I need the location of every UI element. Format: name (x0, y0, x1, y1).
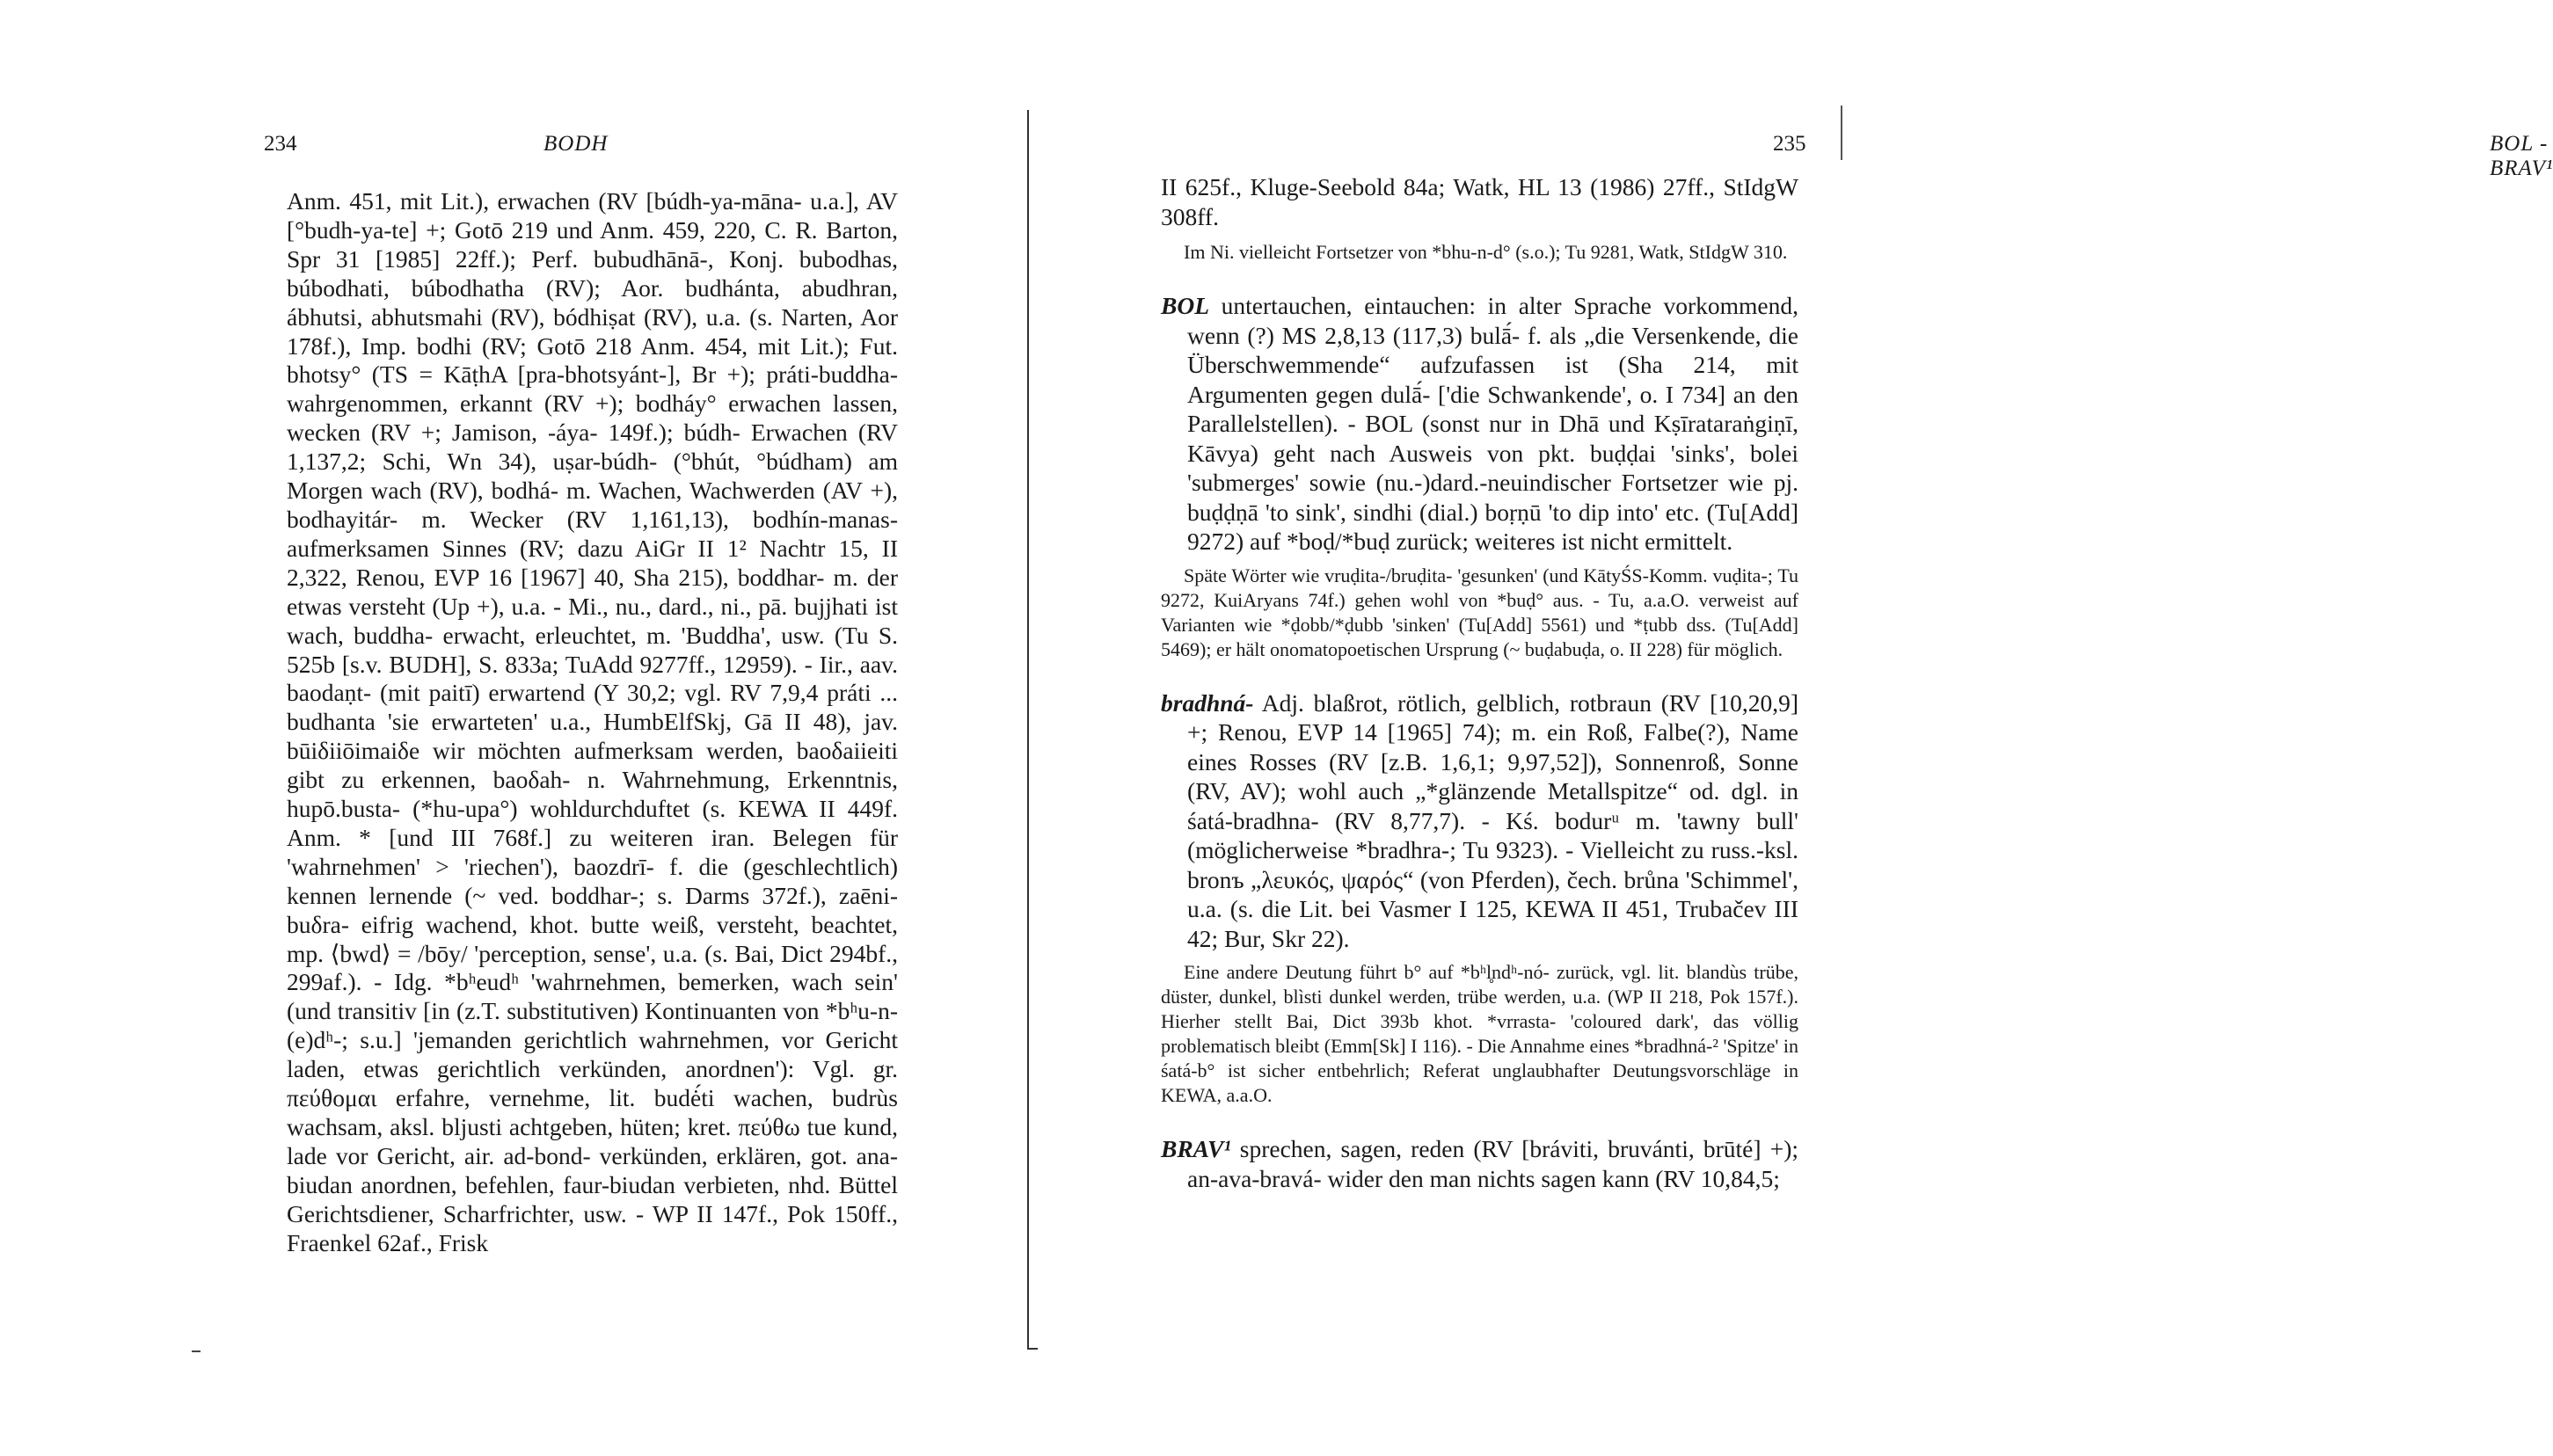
entry-body (287, 187, 898, 1258)
continuation-text: II 625f., Kluge-Seebold 84a; Watk, HL 13 (1986) 27ff., StIdgW 308ff. (1161, 173, 1798, 230)
entry-text: untertauchen, eintauchen: in alter Sprache vorkommend, wenn (?) MS 2,8,13 (117,3) bulā́- f. als „die Versenkende, die Überschwemmende“ aufzufassen ist (Sha 214, mit Argumenten gegen dulā́- ['die Schwankende', o. I 734] an den Parallelstellen). - BOL (sonst nur in Dhā und Kṣīrataraṅgiṇī, Kāvya) geht nach Ausweis von pkt. buḍḍai 'sinks', bolei 'submerges' sowie (nu.-)dard.-neuindischer Fortsetzer wie pj. buḍḍṇā 'to sink', sindhi (dial.) boṛṇū 'to dip into' etc. (Tu[Add] 9272) auf *boḍ/*buḍ zurück; weiteres ist nicht ermittelt. (1187, 292, 1798, 555)
dictionary-entry-bradhna (1161, 688, 1798, 954)
entry-note: Eine andere Deutung führt b° auf *bʰl̥ndʰ-nó- zurück, vgl. lit. blandùs trübe, düster, dunkel, blìsti dunkel werden, trübe werden, u.a. (WP II 218, Pok 157f.). Hierher stellt Bai, Dict 393b khot. *vrrasta- 'coloured dark', das völlig problematisch bleibt (Emm[Sk] I 116). - Die Annahme eines *bradhná-² 'Spitze' in śatá-b° ist sicher entbehrlich; Referat unglaubhafter Deutungsvorschläge in KEWA, a.a.O. (1161, 961, 1798, 1106)
entry-note: Späte Wörter wie vruḍita-/bruḍita- 'gesunken' (und KātyŚS-Komm. vuḍita-; Tu 9272, KuiAryans 74f.) gehen wohl von *buḍ° aus. - Tu, a.a.O. verweist auf Varianten wie *ḍobb/*ḍubb 'sinken' (Tu[Add] 5561) und *ṭubb dss. (Tu[Add] 5469); er hält onomatopoetischen Ursprung (~ buḍabuḍa, o. II 228) für möglich. (1161, 564, 1798, 660)
lemma-brav: BRAV¹ (1161, 1135, 1231, 1162)
lemma-bol: BOL (1161, 292, 1209, 319)
left-page (0, 0, 1029, 1456)
entry-text: Adj. blaßrot, rötlich, gelblich, rotbraun (RV [10,20,9] +; Renou, EVP 14 [1965] 74); m. ein Roß, Falbe(?), Name eines Rosses (RV [z.B. 1,6,1; 9,97,52]), Sonnenroß, Sonne (RV, AV); wohl auch „*glänzende Metallspitze“ od. dgl. in śatá-bradhna- (RV 8,77,7). - Kś. bodurᵘ m. 'tawny bull' (möglicherweise *bradhra-; Tu 9323). - Vielleicht zu russ.-ksl. bronъ „λευκός, ψαρός“ (von Pferden), čech. brůna 'Schimmel', u.a. (s. die Lit. bei Vasmer I 125, KEWA II 451, Trubačev III 42; Bur, Skr 22). (1187, 688, 1799, 952)
lemma-bradhna: bradhná- (1161, 688, 1254, 717)
running-head: BODH (543, 132, 609, 156)
paragraph: Anm. 451, mit Lit.), erwachen (RV [búdh-ya-māna- u.a.], AV [°budh-ya-te] +; Gotō 219 und Anm. 459, 220, C. R. Barton, Spr 31 [1985] 22ff.); Perf. bubudhānā-, Konj. bubodhas, búbodhati, búbodhatha (RV); Aor. budhánta, abudhran, ábhutsi, abhutsmahi (RV), bódhiṣat (RV), u.a. (s. Narten, Aor 178f.), Imp. bodhi (RV; Gotō 218 Anm. 454, mit Lit.); Fut. bhotsy° (TS = KāṭhA [pra-bhotsyánt-], Br +); práti-buddha- wahrgenommen, erkannt (RV +); bodháy° erwachen lassen, wecken (RV +; Jamison, -áya- 149f.); búdh- Erwachen (RV 1,137,2; Schi, Wn 34), uṣar-búdh- (°bhút, °búdham) am Morgen wach (RV), bodhá- m. Wachen, Wachwerden (AV +), bodhayitár- m. Wecker (RV 1,161,13), bodhín-manas- aufmerksamen Sinnes (RV; dazu AiGr II 1² Nachtr 15, II 2,322, Renou, EVP 16 [1967] 40, Sha 215), boddhar- m. der etwas versteht (Up +), u.a. - Mi., nu., dard., ni., pā. bujjhati ist wach, buddha- erwacht, erleuchtet, m. 'Buddha', usw. (Tu S. 525b [s.v. BUDH], S. 833a; TuAdd 9277ff., 12959). - Iir., aav. baodaṇt- (mit paitī) erwartend (Y 30,2; vgl. RV 7,9,4 práti ... budhanta 'sie erwarteten' u.a., HumbElfSkj, Gā II 48), jav. būiδiiōimaiδe wir möchten aufmerksam werden, baoδaiieiti gibt zu erkennen, baoδah- n. Wahrnehmung, Erkenntnis, hupō.busta- (*hu-upa°) wohldurchduftet (s. KEWA II 449f. Anm. * [und III 768f.] zu weiteren iran. Belegen für 'wahrnehmen' > 'riechen'), baozdrī- f. die (geschlechtlich) kennen lernende (~ ved. boddhar-; s. Darms 372f.), zaēni-buδra- eifrig wachend, khot. butte weiß, versteht, beachtet, mp. ⟨bwd⟩ = /bōy/ 'perception, sense', u.a. (s. Bai, Dict 294bf., 299af.). - Idg. *bʰeudʰ 'wahrnehmen, bemerken, wach sein' (und transitiv [in (z.T. substitutiven) Kontinuanten von *bʰu-n-(e)dʰ-; s.u.] 'jemanden gerichtlich wahrnehmen, vor Gericht laden, etwas gerichtlich verkünden, anordnen'): Vgl. gr. πεύθομαι erfahre, vernehme, lit. budė́ti wachen, budrùs wachsam, aksl. bljusti achtgeben, hüten; kret. πεύθω tue kund, lade vor Gericht, air. ad-bond- verkünden, erklären, got. ana-biudan anordnen, befehlen, faur-biudan verbieten, nhd. Büttel Gerichtsdiener, Scharfrichter, usw. - WP II 147f., Pok 150ff., Fraenkel 62af., Frisk (287, 187, 898, 1256)
dictionary-entry-bol (1161, 291, 1798, 557)
continuation-note: Im Ni. vielleicht Fortsetzer von *bhu-n-d° (s.o.); Tu 9281, Watk, StIdgW 310. (1184, 241, 1788, 263)
right-page-body (1161, 172, 1798, 1193)
entry-text: sprechen, sagen, reden (RV [bráviti, bruvánti, brūté] +); an-ava-bravá- wider den man nichts sagen kann (RV 10,84,5; (1187, 1135, 1798, 1192)
running-head: BOL - BRAV¹ (2490, 132, 2553, 180)
page-number: 234 (264, 132, 297, 156)
dictionary-entry-brav (1161, 1134, 1798, 1193)
page-number: 235 (1773, 132, 1806, 156)
